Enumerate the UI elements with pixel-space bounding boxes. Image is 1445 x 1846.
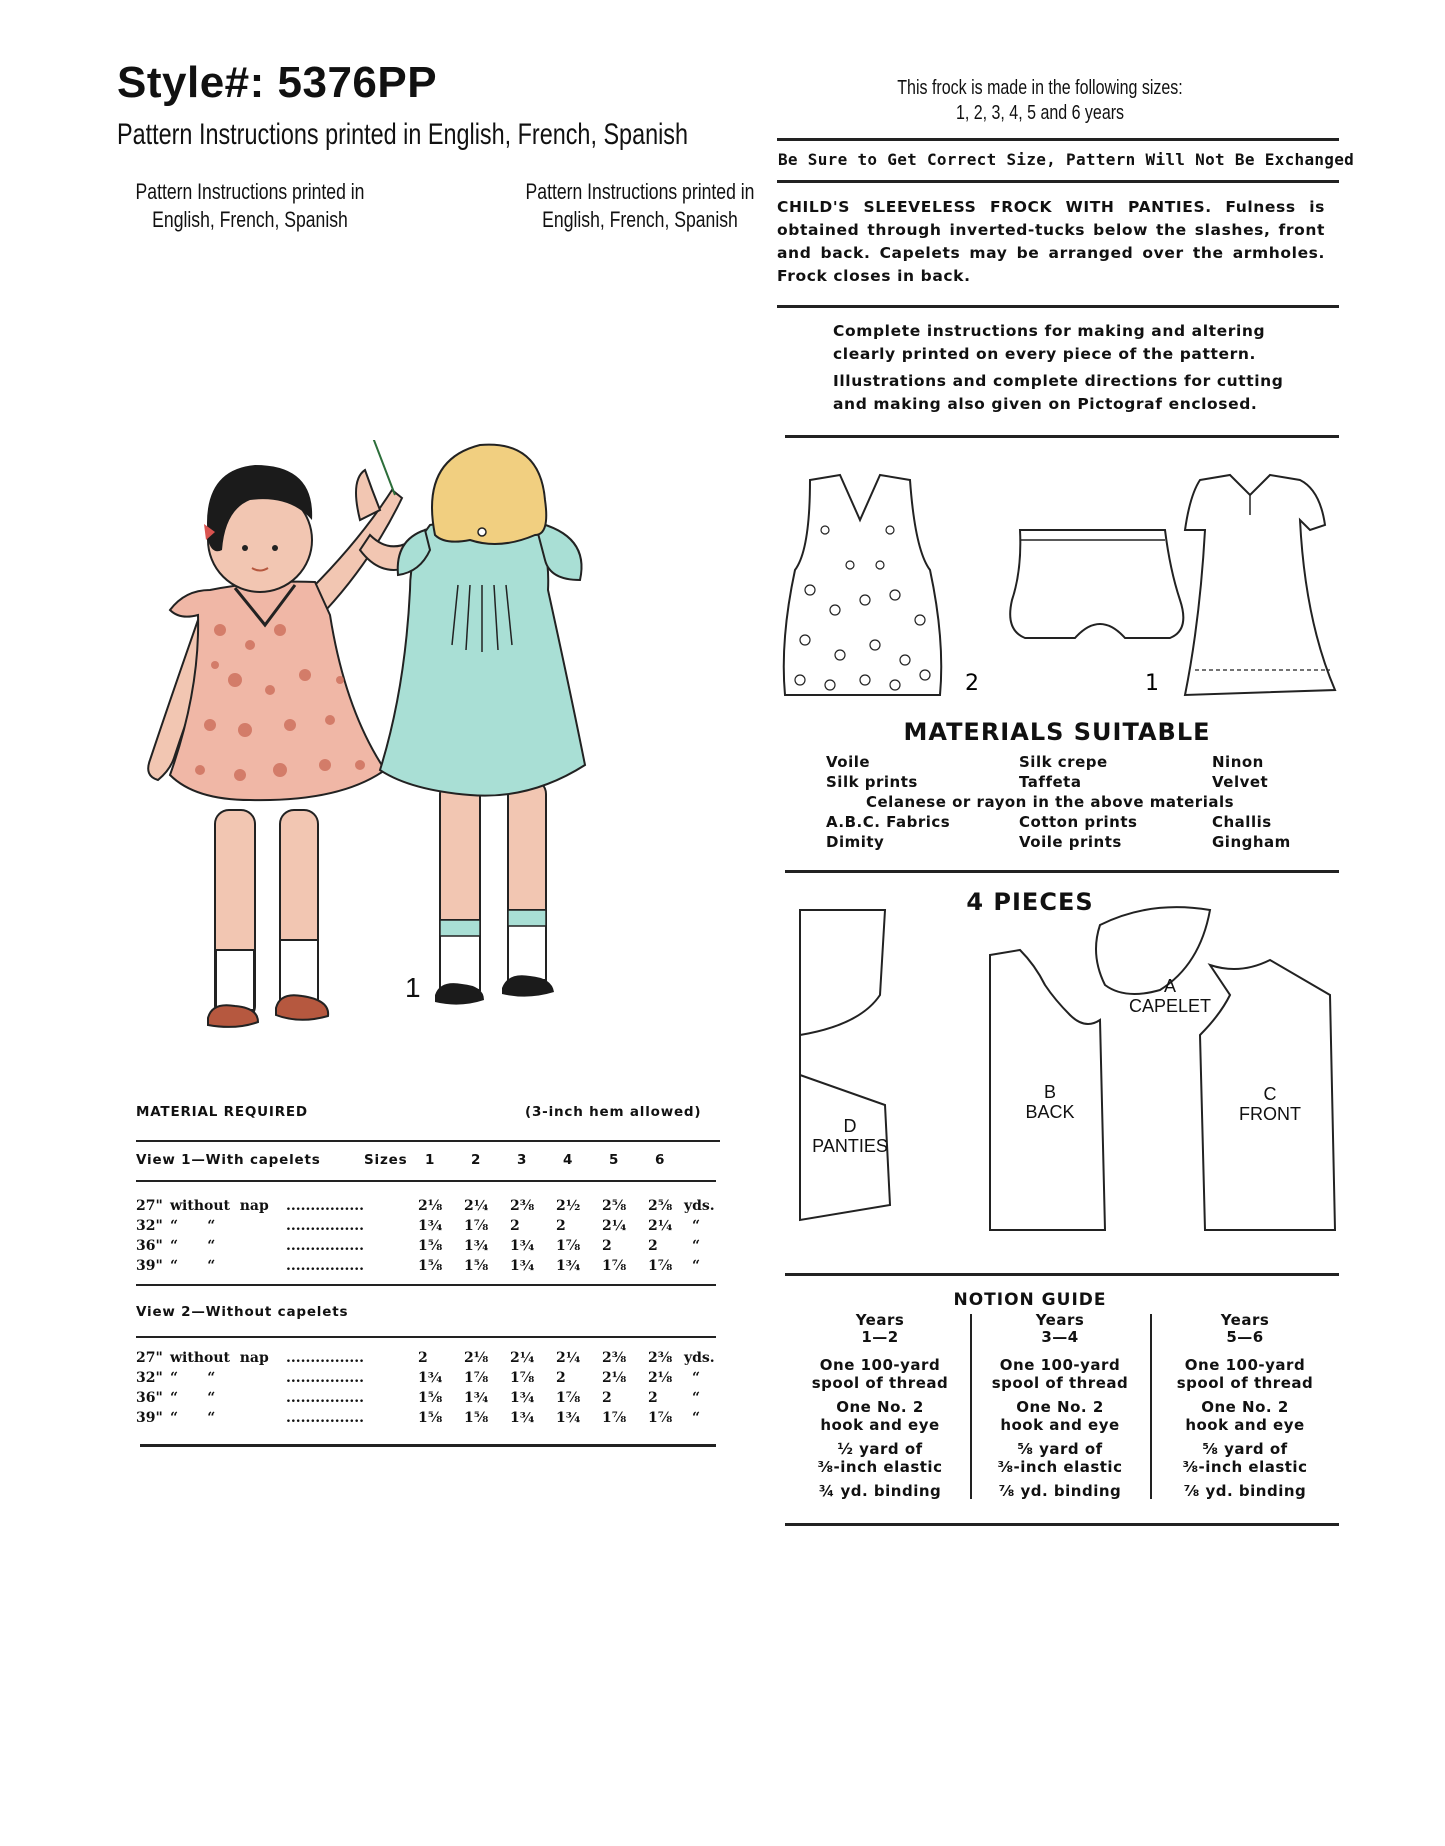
divider — [785, 435, 1339, 438]
panties-sketch — [1010, 530, 1183, 638]
dress-view-2-sketch — [784, 475, 942, 695]
divider — [785, 1273, 1339, 1276]
divider — [785, 870, 1339, 873]
material-item: Silk crepe — [1019, 753, 1108, 771]
piece-b-label: B BACK — [1025, 1082, 1075, 1122]
material-item: Gingham — [1212, 833, 1291, 851]
material-item: Ninon — [1212, 753, 1264, 771]
pieces-title: 4 PIECES — [966, 888, 1094, 916]
view-number-label: 1 — [405, 972, 421, 1003]
material-item: Voile prints — [1019, 833, 1122, 851]
right-child-figure — [356, 445, 585, 1005]
divider — [136, 1140, 720, 1142]
material-item: Cotton prints — [1019, 813, 1138, 831]
material-item: A.B.C. Fabrics — [826, 813, 951, 831]
material-item: Taffeta — [1019, 773, 1082, 791]
material-item: Voile — [826, 753, 871, 771]
note-right: Pattern Instructions printed in English, French, Spanish — [525, 179, 755, 232]
garment-sketches — [780, 470, 1340, 700]
piece-d-label: D PANTIES — [812, 1116, 888, 1156]
divider — [140, 1444, 716, 1447]
notion-column: Years 5—6 One 100-yard spool of thread One No. 2 hook and eye ⅝ yard of ⅜-inch elastic ⅞ yd. binding — [1176, 1311, 1314, 1500]
dress-view-1-sketch — [1185, 475, 1335, 695]
notion-column: Years 3—4 One 100-yard spool of thread One No. 2 hook and eye ⅝ yard of ⅜-inch elastic ⅞ yd. binding — [991, 1311, 1129, 1500]
material-required-title: MATERIAL REQUIRED — [136, 1104, 308, 1120]
note-left: Pattern Instructions printed in English, French, Spanish — [135, 179, 365, 232]
material-note: Celanese or rayon in the above materials — [866, 793, 1235, 811]
divider — [136, 1284, 716, 1286]
hem-note: (3-inch hem allowed) — [525, 1104, 702, 1120]
exchange-note: Be Sure to Get Correct Size, Pattern Will Not Be Exchanged — [778, 150, 1355, 169]
material-item: Challis — [1212, 813, 1272, 831]
column-divider — [1150, 1314, 1152, 1499]
divider — [777, 305, 1339, 308]
instructions-note: Complete instructions for making and altering clearly printed on every piece of the pattern. Illustrations and complete directions for cutting and making also given on Pictograf enclosed. — [833, 322, 1284, 413]
page-subtitle: Pattern Instructions printed in English, French, Spanish — [117, 118, 689, 151]
materials-title: MATERIALS SUITABLE — [903, 718, 1211, 746]
view-2-label: 2 — [965, 671, 979, 696]
material-item: Dimity — [826, 833, 885, 851]
material-item: Silk prints — [826, 773, 918, 791]
materials-list — [826, 752, 1306, 864]
divider — [777, 180, 1339, 183]
style-number: Style#: 5376PP — [117, 58, 438, 107]
divider — [136, 1336, 716, 1338]
pattern-description: CHILD'S SLEEVELESS FROCK WITH PANTIES. Fulness is obtained through inverted-tucks below the slashes, front and back. Capelets may be arranged over the armholes. Frock closes in back. — [777, 198, 1325, 285]
sizes-note: This frock is made in the following sizes: 1, 2, 3, 4, 5 and 6 years — [897, 77, 1183, 124]
notion-guide-title: NOTION GUIDE — [953, 1290, 1107, 1310]
material-item: Velvet — [1212, 773, 1269, 791]
material-table: View 1—With capelets Sizes 1 2 3 4 5 6 27" without nap ................ 2⅛ 2¼ 2⅜ 2½ 2⅝ 2⅝ yds. 32" “ “ ................ 1¾ 1⅞ 2 2 2¼ 2¼ “ 36" “ “ ................ 1⅝ 1¾ 1¾ 1⅞ 2 2 “ 39" “ “ ................ 1⅝ 1⅝ 1¾ 1¾ 1⅞ 1⅞ “ View 2—Without capelets 27" without nap ................ 2 2⅛ 2¼ 2¼ 2⅜ 2⅜ yds. 32" “ “ ................ 1¾ 1⅞ 1⅞ 2 2⅛ 2⅛ “ 36" “ “ ................ 1⅝ 1¾ 1¾ 1⅞ 2 2 “ 39" “ “ ................ 1⅝ 1⅝ 1¾ 1¾ 1⅞ 1⅞ “ — [136, 1152, 726, 1452]
left-child-figure — [148, 440, 402, 1027]
piece-d-panties — [800, 910, 890, 1220]
divider — [777, 138, 1339, 141]
divider — [785, 1523, 1339, 1526]
piece-a-label: A CAPELET — [1128, 976, 1212, 1016]
notion-column: Years 1—2 One 100-yard spool of thread One No. 2 hook and eye ½ yard of ⅜-inch elastic ¾ yd. binding — [811, 1311, 949, 1500]
divider — [136, 1180, 716, 1182]
view-1-label: 1 — [1145, 671, 1159, 696]
column-divider — [970, 1314, 972, 1499]
piece-c-label: C FRONT — [1239, 1084, 1301, 1124]
